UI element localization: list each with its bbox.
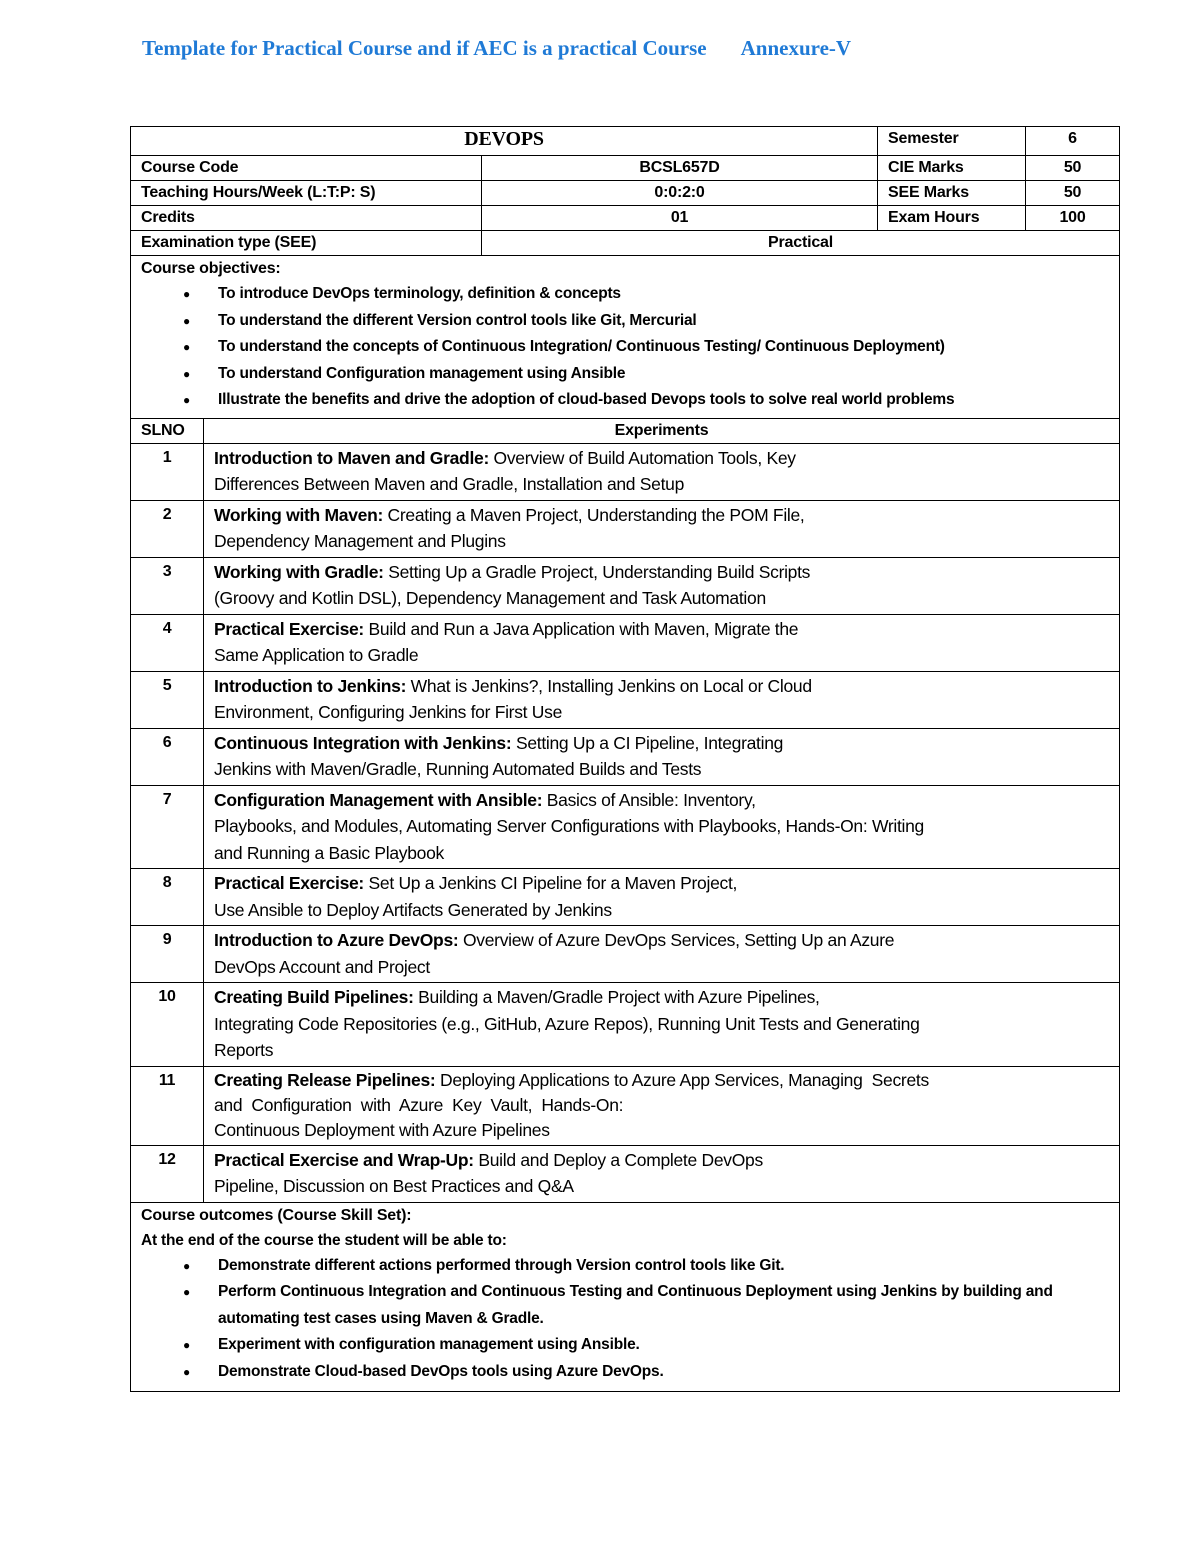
objectives-title: Course objectives:: [141, 260, 281, 277]
experiment-text: Dependency Management and Plugins: [214, 531, 506, 551]
teaching-hours-row: [131, 181, 1120, 206]
credits-row: [131, 206, 1120, 231]
objective-item: ● To understand the different Version control tools like Git, Mercurial: [141, 308, 1109, 335]
experiment-text: Integrating Code Repositories (e.g., GitHub, Azure Repos), Running Unit Tests and Generating: [214, 1013, 920, 1034]
experiments-header-row: [131, 418, 1120, 443]
outcome-item: ● Experiment with configuration management using Ansible.: [141, 1332, 1109, 1359]
experiment-text: Reports: [214, 1040, 274, 1060]
course-title-row: [131, 127, 1120, 156]
teaching-hours-value: 0:0:2:0: [482, 181, 878, 206]
experiment-description: [204, 785, 1120, 869]
experiment-row: [131, 671, 1120, 728]
exam-type-row: [131, 231, 1120, 256]
see-marks-label: SEE Marks: [878, 181, 1026, 206]
objective-item: ● To understand Configuration management using Ansible: [141, 361, 1109, 388]
experiment-row: [131, 728, 1120, 785]
experiment-title: Configuration Management with Ansible:: [214, 789, 543, 810]
experiment-title: Continuous Integration with Jenkins:: [214, 732, 512, 753]
objective-item: ● Illustrate the benefits and drive the adoption of cloud-based Devops tools to solve real world problems: [141, 387, 1109, 414]
semester-label: Semester: [878, 127, 1026, 156]
outcome-item: ● Demonstrate Cloud-based DevOps tools using Azure DevOps.: [141, 1359, 1109, 1386]
experiment-number: 9: [131, 926, 204, 983]
exam-hours-value: 100: [1026, 206, 1120, 231]
experiment-text: Playbooks, and Modules, Automating Server Configurations with Playbooks, Hands-On: Writing: [214, 816, 924, 836]
objective-item: ● To introduce DevOps terminology, definition & concepts: [141, 281, 1109, 308]
experiment-title: Practical Exercise and Wrap-Up:: [214, 1149, 474, 1170]
exam-hours-label: Exam Hours: [878, 206, 1026, 231]
experiment-number: 3: [131, 557, 204, 614]
experiment-title: Introduction to Maven and Gradle:: [214, 447, 489, 468]
experiment-title: Practical Exercise:: [214, 618, 364, 639]
experiment-description: [204, 557, 1120, 614]
experiment-number: 1: [131, 443, 204, 500]
course-code-row: [131, 156, 1120, 181]
experiment-text: and Running a Basic Playbook: [214, 842, 444, 863]
experiment-text: Environment, Configuring Jenkins for First Use: [214, 702, 563, 722]
annexure-label: Annexure-V: [740, 36, 852, 60]
semester-value: 6: [1026, 127, 1120, 156]
experiment-title: Working with Gradle:: [214, 561, 384, 582]
experiment-number: 10: [131, 983, 204, 1067]
experiment-number: 11: [131, 1066, 204, 1145]
experiment-text: Overview of Build Automation Tools, Key: [488, 447, 796, 468]
course-name: DEVOPS: [131, 127, 878, 156]
cie-marks-value: 50: [1026, 156, 1120, 181]
experiment-text: Deploying Applications to Azure App Services, Managing Secrets: [435, 1069, 929, 1090]
objectives-list: [141, 281, 1109, 414]
experiment-text: Setting Up a CI Pipeline, Integrating: [511, 732, 784, 753]
outcomes-section: [131, 1202, 1120, 1392]
experiment-text: Differences Between Maven and Gradle, Installation and Setup: [214, 474, 685, 494]
experiment-row: [131, 614, 1120, 671]
course-code-label: Course Code: [131, 156, 482, 181]
page-header: [142, 36, 851, 61]
experiment-text: Continuous Deployment with Azure Pipelines: [214, 1119, 550, 1140]
experiment-text: Building a Maven/Gradle Project with Azure Pipelines,: [413, 987, 820, 1007]
see-marks-value: 50: [1026, 181, 1120, 206]
experiment-text: Setting Up a Gradle Project, Understanding Build Scripts: [383, 561, 811, 582]
experiment-text: Overview of Azure DevOps Services, Setting Up an Azure: [458, 930, 895, 950]
syllabus-table: [130, 126, 1120, 1392]
experiment-text: Use Ansible to Deploy Artifacts Generated by Jenkins: [214, 899, 612, 920]
experiment-description: [204, 983, 1120, 1067]
experiment-row: [131, 1066, 1120, 1145]
exam-type-label: Examination type (SEE): [131, 231, 482, 256]
experiment-title: Creating Build Pipelines:: [214, 987, 414, 1007]
experiment-text: Build and Run a Java Application with Maven, Migrate the: [363, 618, 799, 639]
experiment-number: 8: [131, 869, 204, 926]
outcome-item: ● Demonstrate different actions performed through Version control tools like Git.: [141, 1253, 1109, 1280]
experiment-text: Set Up a Jenkins CI Pipeline for a Maven Project,: [363, 873, 738, 893]
experiment-title: Introduction to Azure DevOps:: [214, 930, 459, 950]
experiment-row: [131, 785, 1120, 869]
experiment-row: [131, 557, 1120, 614]
experiment-description: [204, 1145, 1120, 1202]
experiment-number: 7: [131, 785, 204, 869]
experiment-description: [204, 926, 1120, 983]
slno-header: SLNO: [131, 418, 204, 443]
objectives-section: [131, 256, 1120, 419]
cie-marks-label: CIE Marks: [878, 156, 1026, 181]
experiment-text: What is Jenkins?, Installing Jenkins on Local or Cloud: [406, 675, 812, 696]
outcomes-intro: At the end of the course the student will be able to:: [141, 1231, 507, 1249]
experiment-text: and Configuration with Azure Key Vault, Hands-On:: [214, 1094, 624, 1115]
experiment-title: Introduction to Jenkins:: [214, 675, 407, 696]
experiment-description: [204, 671, 1120, 728]
experiment-description: [204, 443, 1120, 500]
experiment-description: [204, 728, 1120, 785]
experiment-text: Jenkins with Maven/Gradle, Running Automated Builds and Tests: [214, 759, 702, 779]
experiment-description: [204, 1066, 1120, 1145]
experiment-title: Creating Release Pipelines:: [214, 1069, 436, 1090]
experiment-number: 6: [131, 728, 204, 785]
experiment-row: [131, 443, 1120, 500]
experiment-text: Pipeline, Discussion on Best Practices and Q&A: [214, 1176, 574, 1196]
experiment-row: [131, 926, 1120, 983]
experiment-description: [204, 500, 1120, 557]
experiment-row: [131, 983, 1120, 1067]
experiment-description: [204, 614, 1120, 671]
experiment-text: Creating a Maven Project, Understanding the POM File,: [382, 504, 805, 525]
outcomes-title: Course outcomes (Course Skill Set):: [141, 1206, 412, 1224]
objective-item: ● To understand the concepts of Continuous Integration/ Continuous Testing/ Continuous Deployment): [141, 334, 1109, 361]
outcome-item: ● Perform Continuous Integration and Continuous Testing and Continuous Deployment using Jenkins by building and automating test cases using Maven & Gradle.: [141, 1279, 1109, 1332]
experiment-row: [131, 500, 1120, 557]
experiment-text: DevOps Account and Project: [214, 956, 430, 977]
experiment-number: 5: [131, 671, 204, 728]
experiment-description: [204, 869, 1120, 926]
outcomes-row: [131, 1202, 1120, 1392]
credits-value: 01: [482, 206, 878, 231]
teaching-hours-label: Teaching Hours/Week (L:T:P: S): [131, 181, 482, 206]
credits-label: Credits: [131, 206, 482, 231]
experiment-row: [131, 869, 1120, 926]
course-code-value: BCSL657D: [482, 156, 878, 181]
experiment-number: 4: [131, 614, 204, 671]
experiment-row: [131, 1145, 1120, 1202]
template-title: Template for Practical Course and if AEC is a practical Course: [142, 36, 707, 60]
experiment-title: Practical Exercise:: [214, 873, 364, 893]
objectives-row: [131, 256, 1120, 419]
experiment-number: 2: [131, 500, 204, 557]
experiments-header: Experiments: [204, 418, 1120, 443]
outcomes-list: [141, 1253, 1109, 1386]
experiment-text: Basics of Ansible: Inventory,: [542, 789, 756, 810]
experiment-number: 12: [131, 1145, 204, 1202]
experiment-title: Working with Maven:: [214, 504, 383, 525]
exam-type-value: Practical: [482, 231, 1120, 256]
experiment-text: Build and Deploy a Complete DevOps: [473, 1149, 763, 1170]
experiment-text: Same Application to Gradle: [214, 645, 419, 665]
experiment-text: (Groovy and Kotlin DSL), Dependency Management and Task Automation: [214, 588, 766, 608]
